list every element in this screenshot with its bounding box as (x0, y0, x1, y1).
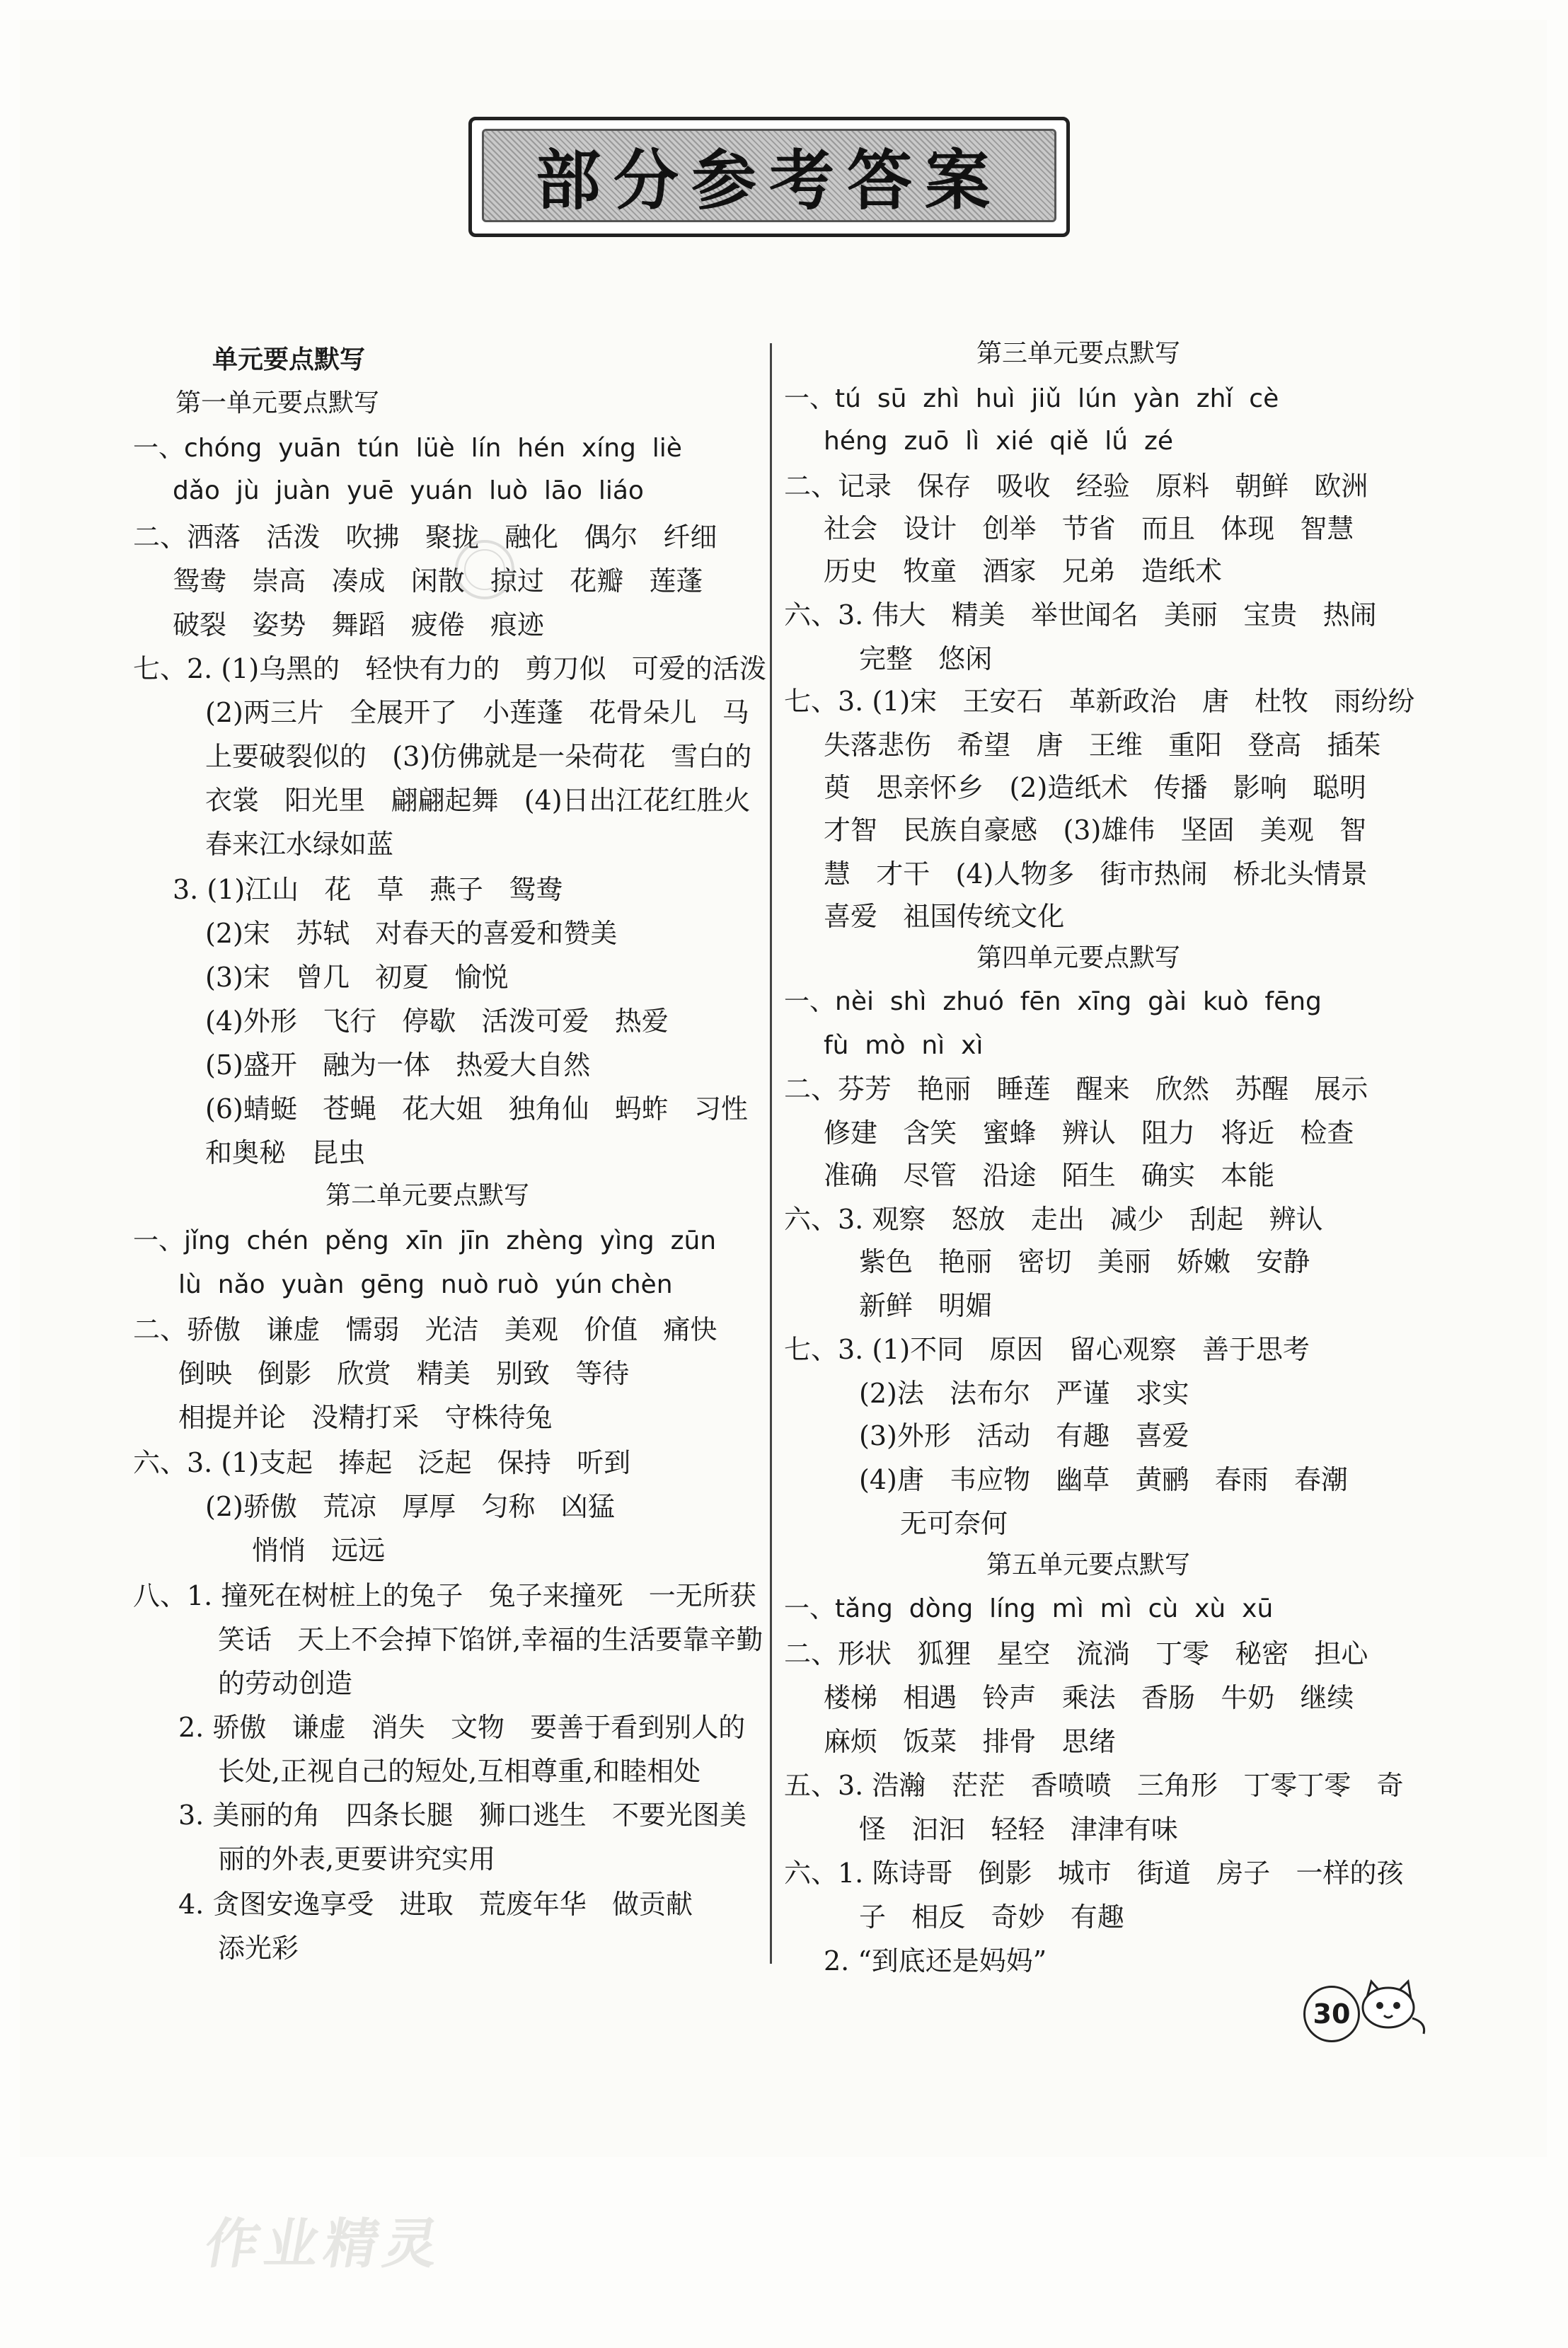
unit-heading: 第二单元要点默写 (325, 1181, 530, 1210)
pinyin-answer-line: lù nǎo yuàn gēng nuò ruò yún chèn (178, 1270, 673, 1299)
answer-line: 3. (1)江山 花 草 燕子 鸳鸯 (173, 874, 563, 905)
answer-line: (2)法 法布尔 严谨 求实 (859, 1378, 1189, 1409)
answer-line: 失落悲伤 希望 唐 王维 重阳 登高 插茱 (824, 730, 1381, 761)
answer-line: (4)外形 飞行 停歇 活泼可爱 热爱 (205, 1006, 669, 1037)
answer-line: 子 相反 奇妙 有趣 (859, 1901, 1124, 1933)
answer-line: 2. 骄傲 谦虚 消失 文物 要善于看到别人的 (178, 1712, 746, 1743)
answer-line: 笑话 天上不会掉下馅饼,幸福的生活要靠辛勤 (218, 1624, 763, 1655)
answer-line: (2)两三片 全展开了 小莲蓬 花骨朵儿 马 (205, 697, 749, 728)
unit-heading: 第四单元要点默写 (976, 943, 1181, 972)
pinyin-answer-line: héng zuō lì xié qiě lǘ zé (824, 427, 1174, 456)
stamp-icon (453, 538, 517, 602)
cat-mascot-icon (1353, 1976, 1431, 2039)
answer-line: 七、2. (1)乌黑的 轻快有力的 剪刀似 可爱的活泼 (133, 653, 766, 684)
answer-line: 4. 贪图安逸享受 进取 荒废年华 做贡献 (178, 1889, 693, 1920)
answer-line: 六、3. (1)支起 捧起 泛起 保持 听到 (133, 1447, 631, 1478)
answer-line: (2)骄傲 荒凉 厚厚 匀称 凶猛 (205, 1491, 615, 1522)
answer-line: 五、3. 浩瀚 茫茫 香喷喷 三角形 丁零丁零 奇 (784, 1770, 1404, 1801)
answer-line: 紫色 艳丽 密切 美丽 娇嫩 安静 (859, 1246, 1310, 1277)
answer-line: 怪 汩汩 轻轻 津津有味 (859, 1814, 1178, 1845)
page-title: 部分参考答案 (535, 143, 1003, 219)
pinyin-answer-line: 一、tú sū zhì huì jiǔ lún yàn zhǐ cè (784, 384, 1279, 413)
answer-line: 上要破裂似的 (3)仿佛就是一朵荷花 雪白的 (205, 741, 752, 772)
pinyin-answer-line: dǎo jù juàn yuē yuán luò lāo liáo (173, 476, 644, 505)
answer-line: 长处,正视自己的短处,互相尊重,和睦相处 (218, 1756, 701, 1787)
answer-line: 修建 含笑 蜜蜂 辨认 阻力 将近 检查 (824, 1117, 1354, 1149)
answer-line: 社会 设计 创举 节省 而且 体现 智慧 (824, 513, 1354, 544)
answer-line: (5)盛开 融为一体 热爱大自然 (205, 1049, 591, 1081)
answer-line: 楼梯 相遇 铃声 乘法 香肠 牛奶 继续 (824, 1682, 1354, 1713)
answer-line: 二、芬芳 艳丽 睡莲 醒来 欣然 苏醒 展示 (784, 1074, 1368, 1105)
answer-line: 二、记录 保存 吸收 经验 原料 朝鲜 欧洲 (784, 471, 1368, 502)
watermark: 作业精灵 (200, 2212, 449, 2275)
pinyin-answer-line: 一、jǐng chén pěng xīn jīn zhèng yìng zūn (133, 1226, 717, 1255)
title-banner-inner (482, 129, 1056, 222)
answer-line: 和奥秘 昆虫 (205, 1137, 366, 1168)
answer-line: 完整 悠闲 (859, 643, 993, 674)
pinyin-answer-line: 一、chóng yuān tún lüè lín hén xíng liè (133, 434, 682, 463)
answer-line: 二、洒落 活泼 吹拂 聚拢 融化 偶尔 纤细 (133, 522, 717, 553)
answer-line: 破裂 姿势 舞蹈 疲倦 痕迹 (173, 609, 544, 640)
page-number: 30 (1303, 1986, 1360, 2042)
answer-line: 六、1. 陈诗哥 倒影 城市 街道 房子 一样的孩 (784, 1858, 1404, 1889)
answer-line: 七、3. (1)宋 王安石 革新政治 唐 杜牧 雨纷纷 (784, 686, 1415, 717)
answer-line: 喜爱 祖国传统文化 (824, 901, 1065, 932)
answer-line: (3)外形 活动 有趣 喜爱 (859, 1420, 1189, 1451)
answer-line: 八、1. 撞死在树桩上的兔子 兔子来撞死 一无所获 (133, 1580, 756, 1611)
unit-heading: 第三单元要点默写 (976, 339, 1181, 368)
answer-line: 无可奈何 (900, 1508, 1008, 1539)
answer-line: 七、3. (1)不同 原因 留心观察 善于思考 (784, 1334, 1310, 1365)
pinyin-answer-line: 一、nèi shì zhuó fēn xīng gài kuò fēng (784, 987, 1322, 1016)
section-title: 单元要点默写 (212, 345, 366, 374)
answer-line: 六、3. 观察 怒放 走出 减少 刮起 辨认 (784, 1204, 1323, 1235)
answer-line: 新鲜 明媚 (859, 1290, 993, 1321)
answer-line: 3. 美丽的角 四条长腿 狮口逃生 不要光图美 (178, 1800, 747, 1831)
answer-line: 鸳鸯 崇高 凑成 闲散 掠过 花瓣 莲蓬 (173, 565, 703, 597)
answer-line: 二、骄傲 谦虚 懦弱 光洁 美观 价值 痛快 (133, 1314, 717, 1345)
answer-line: 丽的外表,更要讲究实用 (218, 1843, 496, 1875)
answer-line: 2. “到底还是妈妈” (824, 1945, 1047, 1976)
answer-line: 衣裳 阳光里 翩翩起舞 (4)日出江花红胜火 (205, 785, 751, 816)
answer-line: 准确 尽管 沿途 陌生 确实 本能 (824, 1160, 1275, 1191)
answer-line: 萸 思亲怀乡 (2)造纸术 传播 影响 聪明 (824, 772, 1367, 803)
answer-line: 添光彩 (218, 1933, 299, 1964)
answer-line: (3)宋 曾几 初夏 愉悦 (205, 962, 509, 993)
answer-line: 慧 才干 (4)人物多 街市热闹 桥北头情景 (824, 858, 1368, 890)
answer-line: 二、形状 狐狸 星空 流淌 丁零 秘密 担心 (784, 1638, 1368, 1669)
answer-line: 历史 牧童 酒家 兄弟 造纸术 (824, 556, 1222, 587)
answer-line: 麻烦 饭菜 排骨 思绪 (824, 1726, 1116, 1757)
column-divider (770, 343, 772, 1964)
answer-line: 才智 民族自豪感 (3)雄伟 坚固 美观 智 (824, 815, 1367, 846)
answer-line: 六、3. 伟大 精美 举世闻名 美丽 宝贵 热闹 (784, 599, 1377, 631)
answer-line: (6)蜻蜓 苍蝇 花大姐 独角仙 蚂蚱 习性 (205, 1093, 749, 1124)
unit-heading: 第一单元要点默写 (175, 389, 380, 418)
answer-line: (4)唐 韦应物 幽草 黄鹂 春雨 春潮 (859, 1464, 1349, 1495)
answer-line: 的劳动创造 (218, 1668, 353, 1699)
unit-heading: 第五单元要点默写 (986, 1550, 1191, 1579)
pinyin-answer-line: fù mò nì xì (824, 1031, 984, 1060)
answer-line: 倒映 倒影 欣赏 精美 别致 等待 (178, 1358, 630, 1389)
pinyin-answer-line: 一、tǎng dòng líng mì mì cù xù xū (784, 1594, 1274, 1623)
answer-line: 春来江水绿如蓝 (205, 829, 394, 860)
answer-line: 相提并论 没精打采 守株待兔 (178, 1402, 553, 1433)
answer-line: (2)宋 苏轼 对春天的喜爱和赞美 (205, 918, 618, 949)
answer-line: 悄悄 远远 (252, 1535, 386, 1566)
title-banner (468, 117, 1070, 237)
